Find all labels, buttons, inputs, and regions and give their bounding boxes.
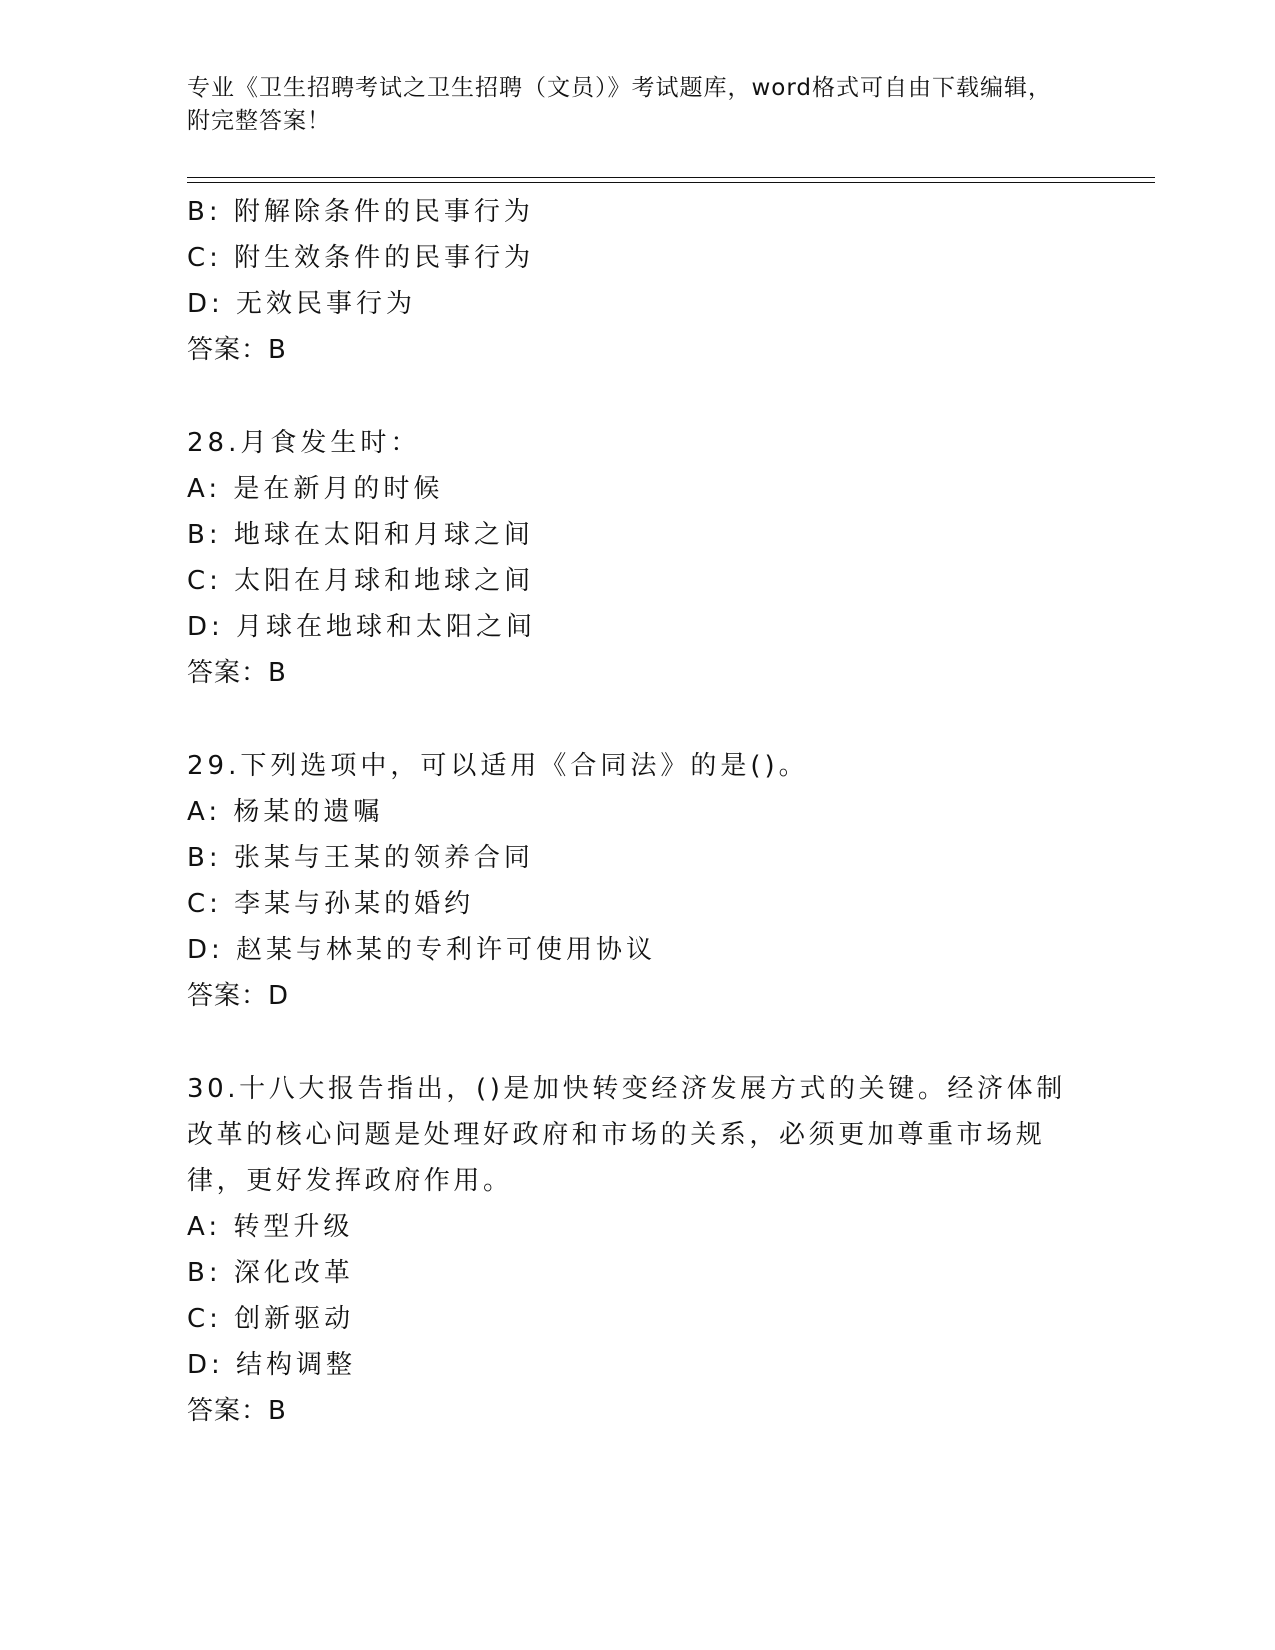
spacer: [187, 373, 1087, 420]
question-29: [187, 743, 1087, 1019]
option-d: D: 赵某与林某的专利许可使用协议: [187, 935, 657, 965]
answer-label: 答案：D: [187, 981, 290, 1011]
option-c: C: 附生效条件的民事行为: [187, 243, 535, 273]
question-30: [187, 1066, 1087, 1434]
option-d: D: 结构调整: [187, 1350, 357, 1380]
document-header: 专业《卫生招聘考试之卫生招聘（文员）》考试题库，word格式可自由下载编辑，附完整答案！: [187, 75, 1053, 134]
option-d: D: 无效民事行为: [187, 289, 417, 319]
question-28: [187, 420, 1087, 696]
spacer: [187, 1019, 1087, 1066]
question-text: 29.下列选项中，可以适用《合同法》的是()。: [187, 751, 809, 781]
question-27-continued: [187, 189, 1087, 373]
option-a: A: 转型升级: [187, 1212, 354, 1242]
question-text: 30.十八大报告指出，()是加快转变经济发展方式的关键。经济体制改革的核心问题是处理好政府和市场的关系，必须更加尊重市场规律，更好发挥政府作用。: [187, 1074, 1066, 1196]
spacer: [187, 696, 1087, 743]
option-c: C: 太阳在月球和地球之间: [187, 566, 535, 596]
header-divider-top: [187, 177, 1155, 178]
answer-label: 答案：B: [187, 1396, 287, 1426]
option-c: C: 创新驱动: [187, 1304, 355, 1334]
header-divider-bottom: [187, 182, 1155, 183]
option-b: B: 深化改革: [187, 1258, 354, 1288]
option-b: B: 地球在太阳和月球之间: [187, 520, 534, 550]
answer-label: 答案：B: [187, 335, 287, 365]
question-list: [187, 189, 1087, 1434]
question-text: 28.月食发生时：: [187, 428, 421, 458]
option-d: D: 月球在地球和太阳之间: [187, 612, 537, 642]
option-a: A: 是在新月的时候: [187, 474, 444, 504]
option-b: B: 张某与王某的领养合同: [187, 843, 534, 873]
option-c: C: 李某与孙某的婚约: [187, 889, 475, 919]
option-b: B: 附解除条件的民事行为: [187, 197, 534, 227]
answer-label: 答案：B: [187, 658, 287, 688]
option-a: A: 杨某的遗嘱: [187, 797, 384, 827]
